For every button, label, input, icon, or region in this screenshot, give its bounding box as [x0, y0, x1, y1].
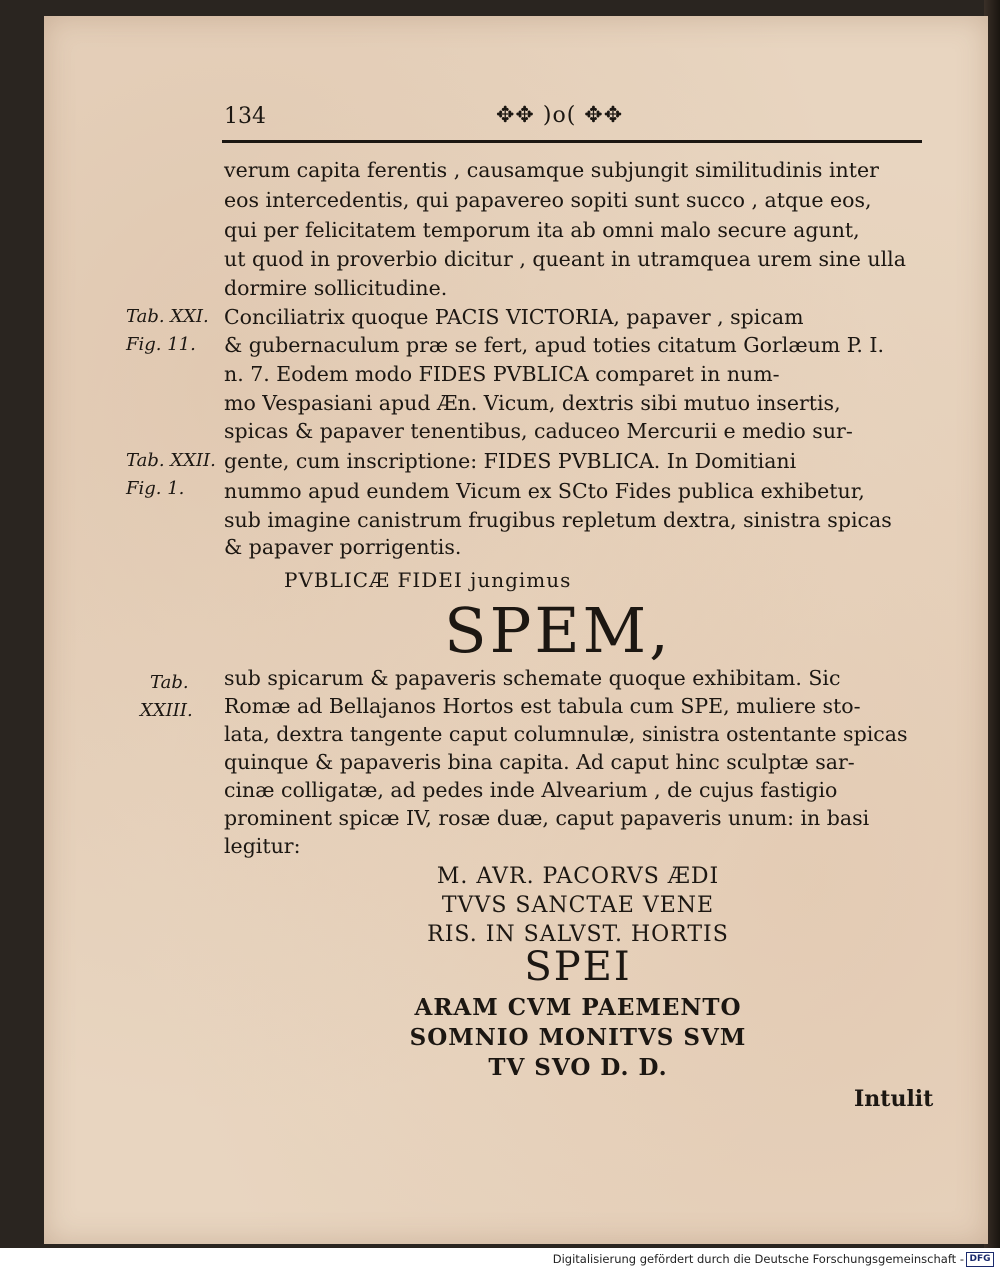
- body-line: gente, cum inscriptione: FIDES PVBLICA. In Domitiani: [224, 449, 797, 473]
- footer-credit: Digitalisierung gefördert durch die Deutsche Forschungsgemeinschaft -: [552, 1252, 964, 1266]
- body-line: spicas & papaver tenentibus, caduceo Mercurii e medio sur-: [224, 419, 853, 443]
- body-line: qui per felicitatem temporum ita ab omni malo secure agunt,: [224, 218, 860, 242]
- inscription-line: TV SVO D. D.: [488, 1054, 668, 1081]
- margin-note-tab: Tab.: [150, 672, 189, 693]
- body-line: ut quod in proverbio dicitur , queant in utramquea urem sine ulla: [224, 247, 906, 271]
- body-line: dormire sollicitudine.: [224, 276, 448, 300]
- body-line: prominent spicæ IV, rosæ duæ, caput papaveris unum: in basi: [224, 806, 870, 830]
- inscription-line: SOMNIO MONITVS SVM: [409, 1024, 747, 1051]
- body-line: eos intercedentis, qui papavereo sopiti sunt succo , atque eos,: [224, 188, 872, 212]
- body-line: quinque & papaveris bina capita. Ad caput hinc sculptæ sar-: [224, 750, 855, 774]
- header-rule: [222, 140, 922, 143]
- body-line: lata, dextra tangente caput columnulæ, sinistra ostentante spicas: [224, 722, 908, 746]
- body-line: & papaver porrigentis.: [224, 535, 462, 559]
- dfg-logo-icon: DFG: [966, 1252, 994, 1267]
- catchword: Intulit: [854, 1086, 934, 1112]
- inscription-line: TVVS SANCTAE VENE: [441, 893, 715, 918]
- body-line: legitur:: [224, 834, 301, 858]
- inscription-line: M. AVR. PACORVS ÆDI: [436, 864, 720, 889]
- body-line: & gubernaculum præ se fert, apud toties citatum Gorlæum P. I.: [224, 333, 885, 357]
- body-line: n. 7. Eodem modo FIDES PVBLICA comparet in num-: [224, 362, 780, 386]
- margin-note-fig-11: Fig. 11.: [126, 334, 196, 355]
- header-ornament: ✥✥ )o( ✥✥: [496, 103, 624, 128]
- big-heading-spem: SPEM,: [444, 594, 672, 667]
- body-line: verum capita ferentis , causamque subjungit similitudinis inter: [224, 158, 879, 182]
- inscription-line: RIS. IN SALVST. HORTIS: [427, 922, 729, 947]
- body-line: Romæ ad Bellajanos Hortos est tabula cum SPE, muliere sto-: [224, 694, 861, 718]
- body-line: nummo apud eundem Vicum ex SCto Fides publica exhibetur,: [224, 479, 865, 503]
- margin-note-fig-1: Fig. 1.: [126, 478, 185, 499]
- inscription-line: ARAM CVM PAEMENTO: [414, 994, 742, 1021]
- margin-note-xxiii: XXIII.: [140, 700, 193, 721]
- body-line: sub spicarum & papaveris schemate quoque exhibitam. Sic: [224, 666, 841, 690]
- subheading: PVBLICÆ FIDEI jungimus: [284, 568, 572, 592]
- body-line: cinæ colligatæ, ad pedes inde Alvearium , de cujus fastigio: [224, 778, 838, 802]
- body-line: sub imagine canistrum frugibus repletum dextra, sinistra spicas: [224, 508, 892, 532]
- page-number: 134: [224, 104, 266, 129]
- margin-note-tab-xxii: Tab. XXII.: [126, 450, 216, 471]
- margin-note-tab-xxi: Tab. XXI.: [126, 306, 209, 327]
- inscription-spei: SPEI: [524, 944, 632, 990]
- body-line: Conciliatrix quoque PACIS VICTORIA, papaver , spicam: [224, 305, 804, 329]
- body-line: mo Vespasiani apud Æn. Vicum, dextris sibi mutuo insertis,: [224, 391, 841, 415]
- footer: [0, 1250, 1000, 1268]
